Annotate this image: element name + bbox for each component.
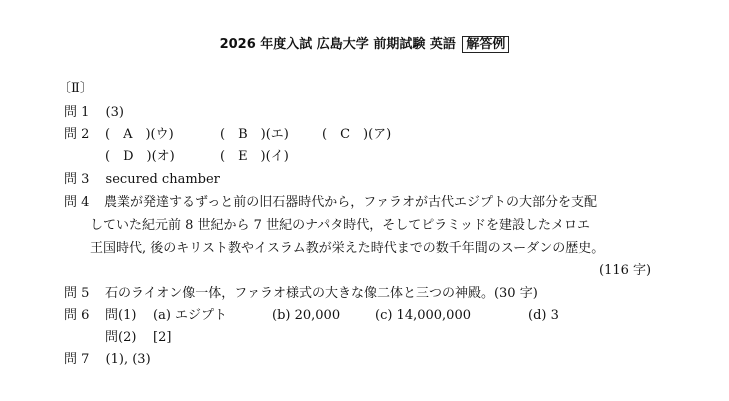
q4-line-3: 王国時代, 後のキリスト教やイスラム教が栄えた時代までの数千年間のスーダンの歴史。 (90, 241, 605, 256)
q6-sub-2-label: 問(2) (105, 330, 137, 345)
q6-answer-c: (c) 14,000,000 (375, 308, 471, 323)
q4-character-count: (116 字) (599, 263, 652, 278)
question-label: 問 7 (64, 352, 90, 367)
question-label: 問 2 (64, 127, 90, 142)
q6-sub-2-answer: [2] (153, 330, 172, 345)
question-1 (64, 104, 124, 122)
q6-answer-b: (b) 20,000 (272, 308, 341, 323)
section-heading: 〔Ⅱ〕 (58, 81, 93, 96)
answer-text: secured chamber (105, 172, 220, 187)
q6-answer-d: (d) 3 (528, 308, 559, 323)
q2-answer-b: ( B )(エ) (220, 127, 289, 142)
question-label: 問 4 (64, 195, 90, 210)
question-label: 問 5 (64, 286, 90, 301)
q6-answer-a: (a) エジプト (153, 308, 228, 323)
question-6 (64, 307, 89, 325)
exam-title: 2026 年度入試 広島大学 前期試験 英語 (219, 37, 456, 52)
answer-text: (1), (3) (105, 352, 151, 367)
question-4 (64, 194, 89, 212)
question-5 (64, 285, 89, 303)
question-label: 問 3 (64, 172, 90, 187)
q2-answer-a: ( A )(ウ) (105, 127, 174, 142)
q5-answer: 石のライオン像一体，ファラオ様式の大きな像二体と三つの神殿。(30 字) (105, 286, 538, 301)
question-label: 問 6 (64, 308, 90, 323)
q4-line-1: 農業が発達するずっと前の旧石器時代から，ファラオが古代エジプトの大部分を支配 (104, 195, 597, 210)
q2-answer-c: ( C )(ア) (322, 127, 392, 142)
question-3 (64, 171, 220, 189)
q6-sub-1-label: 問(1) (105, 308, 137, 323)
answer-text: (3) (105, 105, 124, 120)
question-2 (64, 126, 89, 144)
q2-answer-d: ( D )(オ) (105, 149, 175, 164)
question-7 (64, 351, 151, 369)
question-label: 問 1 (64, 105, 90, 120)
q2-answer-e: ( E )(イ) (220, 149, 289, 164)
answer-example-box: 解答例 (462, 36, 509, 53)
page-title (0, 36, 729, 54)
q4-line-2: していた紀元前 8 世紀から 7 世紀のナパタ時代，そしてピラミッドを建設したメロエ (90, 218, 591, 233)
